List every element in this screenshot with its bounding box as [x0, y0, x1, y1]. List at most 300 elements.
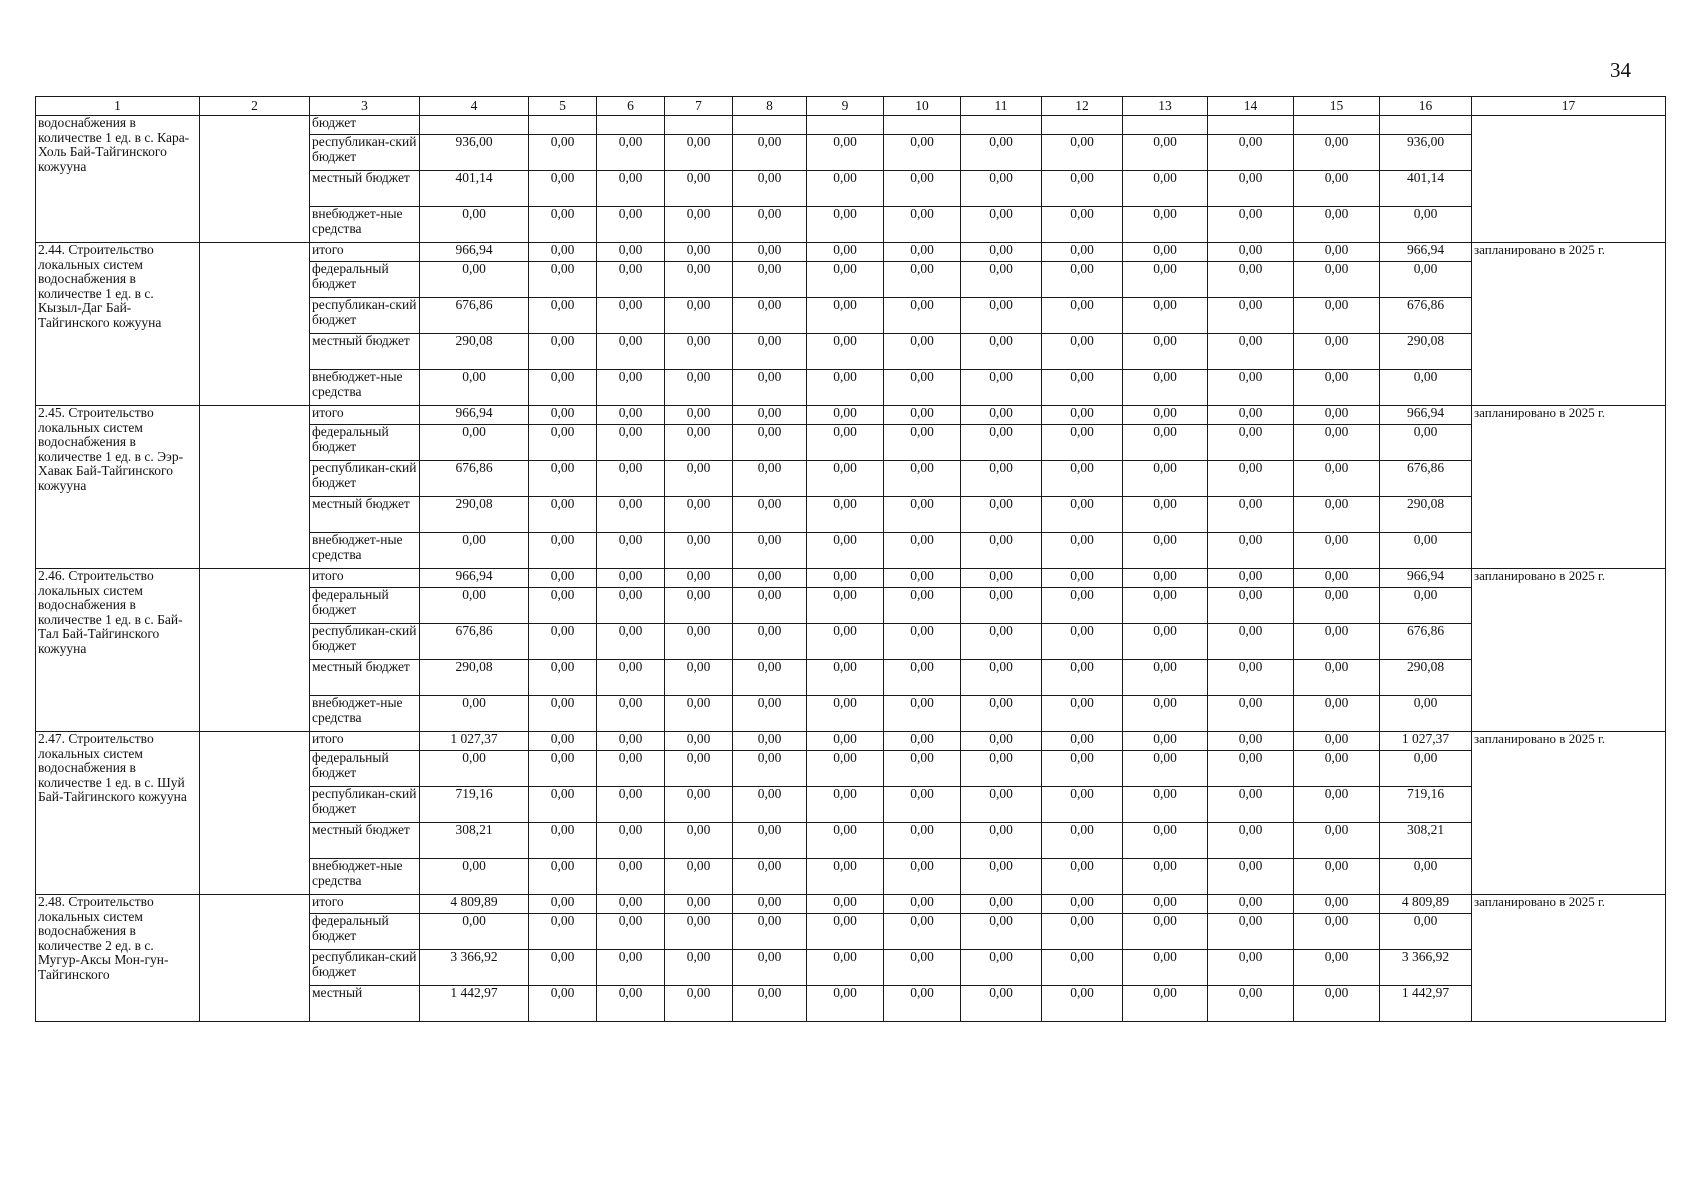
amount-cell: 0,00 [597, 696, 665, 732]
amount-cell: 676,86 [420, 624, 529, 660]
amount-cell: 0,00 [665, 950, 733, 986]
note-cell: запланировано в 2025 г. [1472, 243, 1666, 406]
amount-cell: 0,00 [1208, 751, 1294, 787]
funding-source: республикан-ский бюджет [310, 135, 420, 171]
amount-cell: 0,00 [665, 624, 733, 660]
column-header: 15 [1294, 97, 1380, 116]
amount-cell: 0,00 [665, 406, 733, 425]
funding-source: местный бюджет [310, 497, 420, 533]
amount-cell: 0,00 [1294, 895, 1380, 914]
amount-cell: 0,00 [1123, 895, 1208, 914]
amount-cell: 401,14 [420, 171, 529, 207]
amount-cell: 0,00 [884, 243, 961, 262]
total-cell: 0,00 [1380, 533, 1472, 569]
amount-cell: 0,00 [807, 588, 884, 624]
amount-cell: 0,00 [529, 243, 597, 262]
amount-cell: 0,00 [1042, 569, 1123, 588]
amount-cell: 0,00 [807, 425, 884, 461]
amount-cell: 0,00 [529, 406, 597, 425]
amount-cell: 0,00 [884, 406, 961, 425]
funding-source: итого [310, 569, 420, 588]
amount-cell: 0,00 [733, 135, 807, 171]
amount-cell: 0,00 [733, 787, 807, 823]
total-cell: 3 366,92 [1380, 950, 1472, 986]
amount-cell: 0,00 [733, 859, 807, 895]
total-cell: 676,86 [1380, 624, 1472, 660]
amount-cell: 0,00 [807, 171, 884, 207]
note-cell: запланировано в 2025 г. [1472, 569, 1666, 732]
amount-cell: 0,00 [1208, 334, 1294, 370]
funding-source: местный бюджет [310, 171, 420, 207]
amount-cell: 0,00 [1294, 334, 1380, 370]
amount-cell: 0,00 [733, 588, 807, 624]
amount-cell: 0,00 [884, 370, 961, 406]
amount-cell: 0,00 [529, 986, 597, 1022]
column-header: 6 [597, 97, 665, 116]
amount-cell: 0,00 [807, 298, 884, 334]
funding-source: республикан-ский бюджет [310, 298, 420, 334]
amount-cell: 0,00 [529, 895, 597, 914]
amount-cell: 0,00 [665, 298, 733, 334]
funding-source: бюджет [310, 116, 420, 135]
amount-cell: 0,00 [1042, 334, 1123, 370]
amount-cell: 0,00 [1208, 914, 1294, 950]
amount-cell: 0,00 [665, 334, 733, 370]
measure-description: 2.45. Строительство локальных систем водоснабжения в количестве 1 ед. в с. Ээр-Хавак Бай-Тайгинского кожууна [36, 406, 200, 569]
amount-cell: 0,00 [961, 171, 1042, 207]
amount-cell: 0,00 [1042, 823, 1123, 859]
amount-cell: 0,00 [1294, 588, 1380, 624]
amount-cell: 0,00 [807, 569, 884, 588]
amount-cell: 0,00 [665, 461, 733, 497]
amount-cell: 0,00 [597, 243, 665, 262]
table-row [36, 732, 1666, 751]
amount-cell: 0,00 [1123, 461, 1208, 497]
amount-cell: 0,00 [733, 262, 807, 298]
table-row [36, 116, 1666, 135]
amount-cell: 0,00 [884, 262, 961, 298]
amount-cell: 0,00 [529, 787, 597, 823]
amount-cell: 0,00 [961, 751, 1042, 787]
amount-cell: 0,00 [1294, 914, 1380, 950]
amount-cell: 0,00 [1123, 751, 1208, 787]
amount-cell: 0,00 [733, 461, 807, 497]
column-header: 2 [200, 97, 310, 116]
amount-cell: 0,00 [961, 660, 1042, 696]
amount-cell: 0,00 [1208, 497, 1294, 533]
amount-cell: 0,00 [1042, 298, 1123, 334]
amount-cell: 0,00 [1208, 243, 1294, 262]
amount-cell: 0,00 [420, 914, 529, 950]
amount-cell: 0,00 [961, 914, 1042, 950]
amount-cell: 0,00 [597, 914, 665, 950]
column-2-cell [200, 732, 310, 895]
amount-cell: 0,00 [1208, 135, 1294, 171]
amount-cell: 0,00 [807, 624, 884, 660]
amount-cell: 0,00 [733, 425, 807, 461]
amount-cell: 0,00 [1123, 533, 1208, 569]
amount-cell: 0,00 [807, 696, 884, 732]
amount-cell: 0,00 [733, 914, 807, 950]
amount-cell: 0,00 [1123, 370, 1208, 406]
amount-cell: 0,00 [1294, 406, 1380, 425]
amount-cell: 0,00 [733, 171, 807, 207]
column-header: 13 [1123, 97, 1208, 116]
amount-cell: 0,00 [597, 298, 665, 334]
amount-cell: 0,00 [733, 624, 807, 660]
amount-cell: 290,08 [420, 660, 529, 696]
amount-cell: 0,00 [1042, 624, 1123, 660]
amount-cell: 0,00 [597, 751, 665, 787]
amount-cell: 0,00 [597, 588, 665, 624]
amount-cell: 0,00 [597, 207, 665, 243]
total-cell: 966,94 [1380, 569, 1472, 588]
amount-cell: 0,00 [733, 696, 807, 732]
amount-cell: 0,00 [597, 986, 665, 1022]
amount-cell: 0,00 [807, 497, 884, 533]
amount-cell: 0,00 [1042, 207, 1123, 243]
amount-cell: 0,00 [807, 243, 884, 262]
amount-cell: 0,00 [961, 787, 1042, 823]
amount-cell: 4 809,89 [420, 895, 529, 914]
column-2-cell [200, 895, 310, 1022]
amount-cell: 0,00 [1123, 660, 1208, 696]
amount-cell: 936,00 [420, 135, 529, 171]
amount-cell: 0,00 [597, 425, 665, 461]
amount-cell: 0,00 [1042, 895, 1123, 914]
amount-cell: 0,00 [665, 823, 733, 859]
amount-cell: 0,00 [665, 986, 733, 1022]
amount-cell: 0,00 [1042, 986, 1123, 1022]
amount-cell: 0,00 [1294, 370, 1380, 406]
amount-cell: 0,00 [1123, 425, 1208, 461]
funding-source: итого [310, 243, 420, 262]
amount-cell: 0,00 [961, 624, 1042, 660]
measure-description: 2.47. Строительство локальных систем водоснабжения в количестве 1 ед. в с. Шуй Бай-Тайгинского кожууна [36, 732, 200, 895]
amount-cell: 0,00 [665, 696, 733, 732]
amount-cell: 0,00 [665, 243, 733, 262]
amount-cell: 0,00 [529, 751, 597, 787]
funding-source: республикан-ский бюджет [310, 787, 420, 823]
amount-cell: 0,00 [597, 950, 665, 986]
amount-cell: 0,00 [597, 732, 665, 751]
amount-cell: 0,00 [1123, 914, 1208, 950]
amount-cell: 0,00 [1208, 425, 1294, 461]
funding-source: федеральный бюджет [310, 588, 420, 624]
amount-cell [1123, 116, 1208, 135]
amount-cell: 0,00 [1294, 696, 1380, 732]
amount-cell: 0,00 [807, 262, 884, 298]
amount-cell: 0,00 [420, 751, 529, 787]
amount-cell: 0,00 [665, 207, 733, 243]
amount-cell: 0,00 [1123, 497, 1208, 533]
total-cell [1380, 116, 1472, 135]
amount-cell: 0,00 [733, 370, 807, 406]
column-header: 3 [310, 97, 420, 116]
amount-cell: 0,00 [1208, 461, 1294, 497]
amount-cell: 0,00 [529, 135, 597, 171]
amount-cell: 0,00 [733, 533, 807, 569]
measure-description: 2.46. Строительство локальных систем водоснабжения в количестве 1 ед. в с. Бай-Тал Бай-Тайгинского кожууна [36, 569, 200, 732]
total-cell: 676,86 [1380, 461, 1472, 497]
total-cell: 0,00 [1380, 751, 1472, 787]
amount-cell: 0,00 [665, 533, 733, 569]
amount-cell: 0,00 [529, 914, 597, 950]
column-header: 16 [1380, 97, 1472, 116]
column-header: 17 [1472, 97, 1666, 116]
amount-cell: 0,00 [597, 895, 665, 914]
amount-cell: 0,00 [884, 207, 961, 243]
amount-cell: 0,00 [529, 171, 597, 207]
amount-cell: 966,94 [420, 243, 529, 262]
total-cell: 308,21 [1380, 823, 1472, 859]
amount-cell: 0,00 [807, 660, 884, 696]
amount-cell: 0,00 [665, 497, 733, 533]
page-number: 34 [1610, 58, 1631, 82]
amount-cell: 0,00 [597, 569, 665, 588]
total-cell: 0,00 [1380, 262, 1472, 298]
amount-cell: 0,00 [1042, 497, 1123, 533]
amount-cell: 0,00 [961, 533, 1042, 569]
amount-cell: 0,00 [1294, 823, 1380, 859]
amount-cell: 0,00 [733, 751, 807, 787]
amount-cell: 0,00 [884, 461, 961, 497]
amount-cell: 0,00 [1042, 262, 1123, 298]
amount-cell: 0,00 [665, 787, 733, 823]
amount-cell: 0,00 [884, 660, 961, 696]
amount-cell: 0,00 [1123, 243, 1208, 262]
amount-cell: 1 027,37 [420, 732, 529, 751]
amount-cell: 0,00 [961, 461, 1042, 497]
amount-cell: 0,00 [597, 406, 665, 425]
column-2-cell [200, 406, 310, 569]
amount-cell: 0,00 [597, 859, 665, 895]
amount-cell: 290,08 [420, 334, 529, 370]
amount-cell: 0,00 [733, 298, 807, 334]
amount-cell: 0,00 [884, 497, 961, 533]
amount-cell: 0,00 [665, 859, 733, 895]
total-cell: 0,00 [1380, 370, 1472, 406]
amount-cell: 0,00 [1208, 588, 1294, 624]
total-cell: 936,00 [1380, 135, 1472, 171]
amount-cell: 0,00 [597, 660, 665, 696]
total-cell: 0,00 [1380, 696, 1472, 732]
amount-cell: 0,00 [961, 243, 1042, 262]
amount-cell: 0,00 [665, 262, 733, 298]
amount-cell: 0,00 [529, 298, 597, 334]
amount-cell: 0,00 [1208, 406, 1294, 425]
amount-cell [1294, 116, 1380, 135]
amount-cell: 0,00 [597, 334, 665, 370]
amount-cell: 0,00 [1208, 696, 1294, 732]
amount-cell: 0,00 [1042, 787, 1123, 823]
amount-cell: 0,00 [733, 334, 807, 370]
amount-cell: 0,00 [665, 588, 733, 624]
amount-cell: 0,00 [1294, 262, 1380, 298]
amount-cell: 0,00 [961, 334, 1042, 370]
amount-cell: 0,00 [1294, 171, 1380, 207]
amount-cell: 0,00 [1042, 859, 1123, 895]
amount-cell: 0,00 [529, 461, 597, 497]
column-header: 14 [1208, 97, 1294, 116]
amount-cell: 0,00 [961, 588, 1042, 624]
amount-cell: 0,00 [884, 859, 961, 895]
amount-cell: 290,08 [420, 497, 529, 533]
amount-cell: 0,00 [1208, 787, 1294, 823]
amount-cell: 0,00 [884, 135, 961, 171]
amount-cell: 966,94 [420, 406, 529, 425]
amount-cell: 0,00 [665, 914, 733, 950]
amount-cell: 0,00 [807, 533, 884, 569]
amount-cell: 0,00 [420, 370, 529, 406]
amount-cell: 0,00 [961, 823, 1042, 859]
amount-cell [420, 116, 529, 135]
amount-cell: 0,00 [733, 569, 807, 588]
column-header: 5 [529, 97, 597, 116]
total-cell: 0,00 [1380, 914, 1472, 950]
amount-cell: 0,00 [1123, 135, 1208, 171]
amount-cell: 0,00 [1208, 207, 1294, 243]
funding-source: итого [310, 406, 420, 425]
amount-cell: 0,00 [1208, 895, 1294, 914]
funding-source: итого [310, 732, 420, 751]
amount-cell: 0,00 [884, 334, 961, 370]
amount-cell: 0,00 [1042, 461, 1123, 497]
amount-cell: 0,00 [529, 624, 597, 660]
amount-cell: 0,00 [1208, 171, 1294, 207]
measure-description: 2.44. Строительство локальных систем водоснабжения в количестве 1 ед. в с. Кызыл-Даг Бай-Тайгинского кожууна [36, 243, 200, 406]
amount-cell: 0,00 [1294, 425, 1380, 461]
amount-cell [1042, 116, 1123, 135]
table-row [36, 243, 1666, 262]
amount-cell: 0,00 [665, 135, 733, 171]
funding-source: внебюджет-ные средства [310, 533, 420, 569]
amount-cell: 0,00 [529, 262, 597, 298]
amount-cell: 0,00 [884, 823, 961, 859]
amount-cell: 0,00 [807, 986, 884, 1022]
amount-cell: 0,00 [884, 732, 961, 751]
column-header: 10 [884, 97, 961, 116]
funding-source: внебюджет-ные средства [310, 370, 420, 406]
amount-cell: 0,00 [1208, 859, 1294, 895]
amount-cell: 719,16 [420, 787, 529, 823]
funding-source: местный бюджет [310, 660, 420, 696]
amount-cell: 1 442,97 [420, 986, 529, 1022]
amount-cell: 0,00 [1208, 298, 1294, 334]
total-cell: 676,86 [1380, 298, 1472, 334]
amount-cell: 308,21 [420, 823, 529, 859]
total-cell: 290,08 [1380, 334, 1472, 370]
amount-cell: 0,00 [961, 859, 1042, 895]
total-cell: 401,14 [1380, 171, 1472, 207]
funding-source: местный [310, 986, 420, 1022]
amount-cell: 0,00 [884, 787, 961, 823]
amount-cell: 0,00 [529, 497, 597, 533]
note-cell: запланировано в 2025 г. [1472, 732, 1666, 895]
amount-cell: 0,00 [1042, 243, 1123, 262]
amount-cell: 0,00 [1123, 406, 1208, 425]
amount-cell: 0,00 [961, 732, 1042, 751]
amount-cell: 0,00 [807, 914, 884, 950]
amount-cell: 0,00 [420, 696, 529, 732]
amount-cell: 0,00 [1294, 569, 1380, 588]
column-number-header-row [36, 97, 1666, 116]
amount-cell: 0,00 [1123, 262, 1208, 298]
funding-source: внебюджет-ные средства [310, 859, 420, 895]
amount-cell: 0,00 [884, 298, 961, 334]
amount-cell: 0,00 [1123, 823, 1208, 859]
amount-cell: 0,00 [1208, 823, 1294, 859]
amount-cell: 966,94 [420, 569, 529, 588]
amount-cell: 0,00 [884, 425, 961, 461]
amount-cell: 0,00 [884, 171, 961, 207]
amount-cell: 0,00 [733, 732, 807, 751]
amount-cell: 0,00 [597, 497, 665, 533]
amount-cell: 0,00 [807, 751, 884, 787]
amount-cell: 0,00 [961, 207, 1042, 243]
amount-cell: 0,00 [665, 370, 733, 406]
amount-cell: 0,00 [1123, 298, 1208, 334]
total-cell: 290,08 [1380, 660, 1472, 696]
amount-cell: 0,00 [1208, 624, 1294, 660]
amount-cell: 0,00 [529, 859, 597, 895]
amount-cell: 0,00 [665, 569, 733, 588]
amount-cell: 0,00 [961, 569, 1042, 588]
amount-cell [665, 116, 733, 135]
amount-cell: 0,00 [1208, 569, 1294, 588]
total-cell: 966,94 [1380, 406, 1472, 425]
amount-cell: 0,00 [1294, 787, 1380, 823]
amount-cell: 0,00 [529, 569, 597, 588]
amount-cell: 0,00 [807, 950, 884, 986]
amount-cell: 0,00 [1042, 732, 1123, 751]
table-row [36, 406, 1666, 425]
amount-cell: 0,00 [807, 732, 884, 751]
amount-cell: 0,00 [733, 823, 807, 859]
column-2-cell [200, 116, 310, 243]
funding-source: итого [310, 895, 420, 914]
amount-cell: 0,00 [1042, 696, 1123, 732]
amount-cell: 0,00 [529, 334, 597, 370]
amount-cell: 0,00 [665, 751, 733, 787]
amount-cell: 0,00 [1123, 732, 1208, 751]
total-cell: 290,08 [1380, 497, 1472, 533]
amount-cell: 0,00 [961, 262, 1042, 298]
amount-cell: 0,00 [529, 732, 597, 751]
total-cell: 4 809,89 [1380, 895, 1472, 914]
column-header: 8 [733, 97, 807, 116]
funding-source: федеральный бюджет [310, 425, 420, 461]
amount-cell: 0,00 [529, 823, 597, 859]
amount-cell: 0,00 [807, 406, 884, 425]
amount-cell: 0,00 [529, 207, 597, 243]
funding-source: внебюджет-ные средства [310, 207, 420, 243]
amount-cell: 0,00 [1042, 135, 1123, 171]
total-cell: 1 027,37 [1380, 732, 1472, 751]
amount-cell: 0,00 [1294, 859, 1380, 895]
amount-cell [597, 116, 665, 135]
amount-cell: 0,00 [1294, 243, 1380, 262]
amount-cell: 0,00 [597, 461, 665, 497]
amount-cell: 0,00 [1123, 950, 1208, 986]
amount-cell: 0,00 [733, 950, 807, 986]
amount-cell: 0,00 [597, 262, 665, 298]
amount-cell: 0,00 [884, 895, 961, 914]
amount-cell: 0,00 [1294, 135, 1380, 171]
amount-cell: 0,00 [1123, 859, 1208, 895]
amount-cell: 0,00 [884, 914, 961, 950]
amount-cell: 0,00 [529, 370, 597, 406]
